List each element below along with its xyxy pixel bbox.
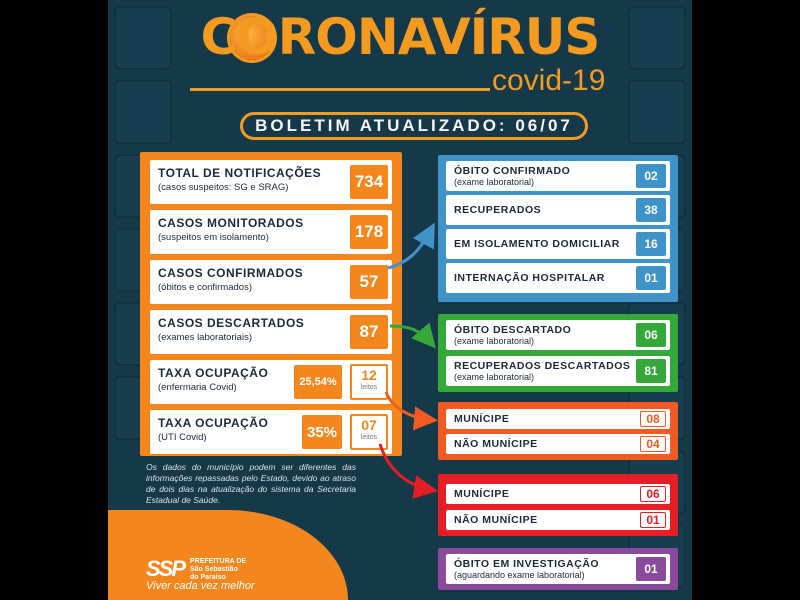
stat-label: CASOS CONFIRMADOS [158, 266, 304, 280]
stat-sublabel: (suspeitos em isolamento) [158, 232, 269, 243]
stat-value: 57 [350, 265, 388, 299]
stat-confirmed-cases [150, 260, 392, 304]
stat-total-notifications [150, 160, 392, 204]
data-disclaimer: Os dados do município podem ser diferentes das informações repassadas pelo Estado, devido ao atraso de dois dias na atualização do sistema da Secretaria Estadual de Saúde. [146, 462, 356, 505]
row-label: ÓBITO DESCARTADO [454, 324, 572, 336]
letterbox-right [692, 0, 800, 600]
logo-line: São Sebastião [190, 566, 238, 573]
breakdown-row [446, 320, 670, 350]
bulletin-date-label: BOLETIM ATUALIZADO: 06/07 [255, 116, 573, 135]
discarded-breakdown-panel [438, 314, 678, 392]
row-label: MUNÍCIPE [454, 413, 510, 425]
investigation-panel [438, 548, 678, 590]
breakdown-row [446, 161, 670, 191]
logo-line: do Paraíso [190, 574, 226, 581]
ward-breakdown-panel [438, 402, 678, 460]
row-label: INTERNAÇÃO HOSPITALAR [454, 272, 605, 284]
stat-value: 734 [350, 165, 388, 199]
stat-sublabel: (UTI Covid) [158, 432, 207, 443]
stat-sublabel: (exames laboratoriais) [158, 332, 252, 343]
row-label: ÓBITO EM INVESTIGAÇÃO [454, 558, 600, 570]
row-sublabel: (exame laboratorial) [454, 336, 535, 346]
row-sublabel: (aguardando exame laboratorial) [454, 570, 585, 580]
letterbox-left [0, 0, 108, 600]
breakdown-row [446, 484, 670, 504]
summary-panel [140, 152, 402, 456]
stat-label: CASOS DESCARTADOS [158, 316, 305, 330]
breakdown-row [446, 229, 670, 259]
stat-sublabel: (casos suspeitos: SG e SRAG) [158, 182, 289, 193]
breakdown-row [446, 434, 670, 454]
city-logo-text [190, 558, 246, 582]
beds-unit: leitos [360, 434, 378, 441]
breakdown-row [446, 510, 670, 530]
breakdown-row [446, 356, 670, 386]
beds-unit: leitos [360, 384, 378, 391]
stat-label: TAXA OCUPAÇÃO [158, 416, 269, 430]
row-label: EM ISOLAMENTO DOMICILIAR [454, 238, 620, 250]
breakdown-row [446, 409, 670, 429]
logo-line: PREFEITURA DE [190, 558, 247, 565]
row-value: 38 [636, 198, 666, 222]
city-logo-icon: SSP [146, 556, 185, 581]
beds-count: 12 [361, 367, 377, 383]
city-slogan: Viver cada vez melhor [146, 580, 255, 592]
row-value: 02 [636, 164, 666, 188]
title-underline [190, 88, 490, 91]
confirmed-breakdown-panel [438, 155, 678, 302]
stat-sublabel: (enfermaria Covid) [158, 382, 237, 393]
row-label: RECUPERADOS DESCARTADOS [454, 360, 631, 372]
beds-count: 07 [361, 417, 377, 433]
breakdown-row [446, 263, 670, 293]
row-value: 06 [640, 486, 666, 502]
row-label: NÃO MUNÍCIPE [454, 438, 538, 450]
beds-count-box [350, 364, 388, 400]
row-value: 01 [636, 266, 666, 290]
row-value: 16 [636, 232, 666, 256]
breakdown-row [446, 554, 670, 584]
breakdown-row [446, 195, 670, 225]
row-value: 06 [636, 323, 666, 347]
beds-count-box [350, 414, 388, 450]
stat-sublabel: (óbitos e confirmados) [158, 282, 252, 293]
occupancy-percent: 35% [302, 415, 342, 449]
page-title: CORONAVÍRUS [200, 8, 600, 66]
occupancy-percent: 25,54% [294, 365, 342, 399]
stat-label: TAXA OCUPAÇÃO [158, 366, 269, 380]
row-sublabel: (exame laboratorial) [454, 372, 535, 382]
stat-value: 178 [350, 215, 388, 249]
stat-monitored-cases [150, 210, 392, 254]
row-label: NÃO MUNÍCIPE [454, 514, 538, 526]
stat-discarded-cases [150, 310, 392, 354]
stat-label: TOTAL DE NOTIFICAÇÕES [158, 166, 322, 180]
row-value: 01 [640, 512, 666, 528]
row-label: MUNÍCIPE [454, 488, 510, 500]
bulletin-date-badge [240, 112, 588, 140]
row-value: 81 [636, 359, 666, 383]
row-label: ÓBITO CONFIRMADO [454, 165, 571, 177]
row-label: RECUPERADOS [454, 204, 542, 216]
row-sublabel: (exame laboratorial) [454, 177, 535, 187]
icu-breakdown-panel [438, 474, 678, 536]
row-value: 08 [640, 411, 666, 427]
stat-icu-occupancy [150, 410, 392, 454]
stat-label: CASOS MONITORADOS [158, 216, 304, 230]
stat-value: 87 [350, 315, 388, 349]
row-value: 01 [636, 557, 666, 581]
page-subtitle: covid-19 [492, 64, 606, 97]
stat-ward-occupancy [150, 360, 392, 404]
row-value: 04 [640, 436, 666, 452]
